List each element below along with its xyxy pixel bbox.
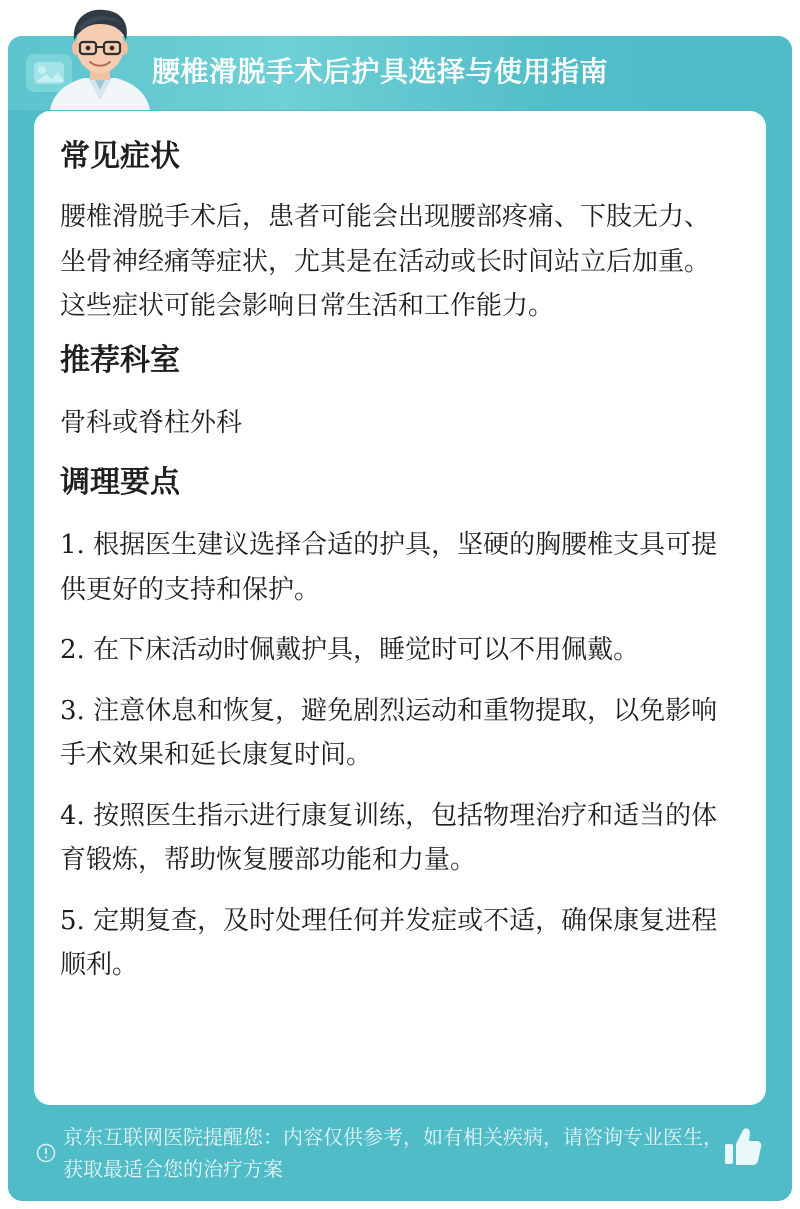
care-tip-item bbox=[60, 523, 724, 612]
care-tip-text: 根据医生建议选择合适的护具，坚硬的胸腰椎支具可提供更好的支持和保护。 bbox=[60, 530, 718, 605]
thumbs-up-icon[interactable] bbox=[722, 1126, 762, 1168]
content-body bbox=[60, 135, 724, 988]
section-title-care: 调理要点 bbox=[60, 465, 180, 500]
care-tip-number: 3. bbox=[60, 695, 85, 726]
symptoms-text: 腰椎滑脱手术后，患者可能会出现腰部疼痛、下肢无力、坐骨神经痛等症状，尤其是在活动或长时间站立后加重。这些症状可能会影响日常生活和工作能力。 bbox=[60, 202, 711, 321]
disclaimer-text: 京东互联网医院提醒您：内容仅供参考，如有相关疾病，请咨询专业医生，获取最适合您的治疗方案 bbox=[63, 1125, 723, 1181]
doctor-avatar-icon bbox=[48, 4, 152, 110]
care-tip-number: 4. bbox=[60, 800, 85, 831]
info-circle-icon bbox=[36, 1143, 56, 1163]
section-title-department: 推荐科室 bbox=[60, 342, 180, 378]
care-tip-item bbox=[60, 628, 724, 673]
department-text: 骨科或脊柱外科 bbox=[60, 407, 243, 438]
care-tip-text: 定期复查，及时处理任何并发症或不适，确保康复进程顺利。 bbox=[60, 905, 718, 980]
care-tip-item bbox=[60, 899, 724, 988]
care-tip-text: 注意休息和恢复，避免剧烈运动和重物提取，以免影响手术效果和延长康复时间。 bbox=[60, 695, 718, 770]
disclaimer-footer bbox=[36, 1121, 736, 1185]
page-title: 腰椎滑脱手术后护具选择与使用指南 bbox=[152, 55, 609, 88]
content-card bbox=[34, 111, 766, 1105]
care-tip-number: 5. bbox=[60, 905, 85, 936]
care-tip-item bbox=[60, 689, 724, 778]
care-tip-number: 2. bbox=[60, 635, 85, 665]
care-tips-list bbox=[60, 523, 724, 988]
care-tip-text: 在下床活动时佩戴护具，睡觉时可以不用佩戴。 bbox=[84, 635, 640, 665]
care-tip-text: 按照医生指示进行康复训练，包括物理治疗和适当的体育锻炼，帮助恢复腰部功能和力量。 bbox=[60, 800, 718, 875]
care-tip-number: 1. bbox=[60, 530, 85, 560]
section-title-symptoms: 常见症状 bbox=[60, 139, 180, 174]
care-tip-item bbox=[60, 794, 724, 883]
